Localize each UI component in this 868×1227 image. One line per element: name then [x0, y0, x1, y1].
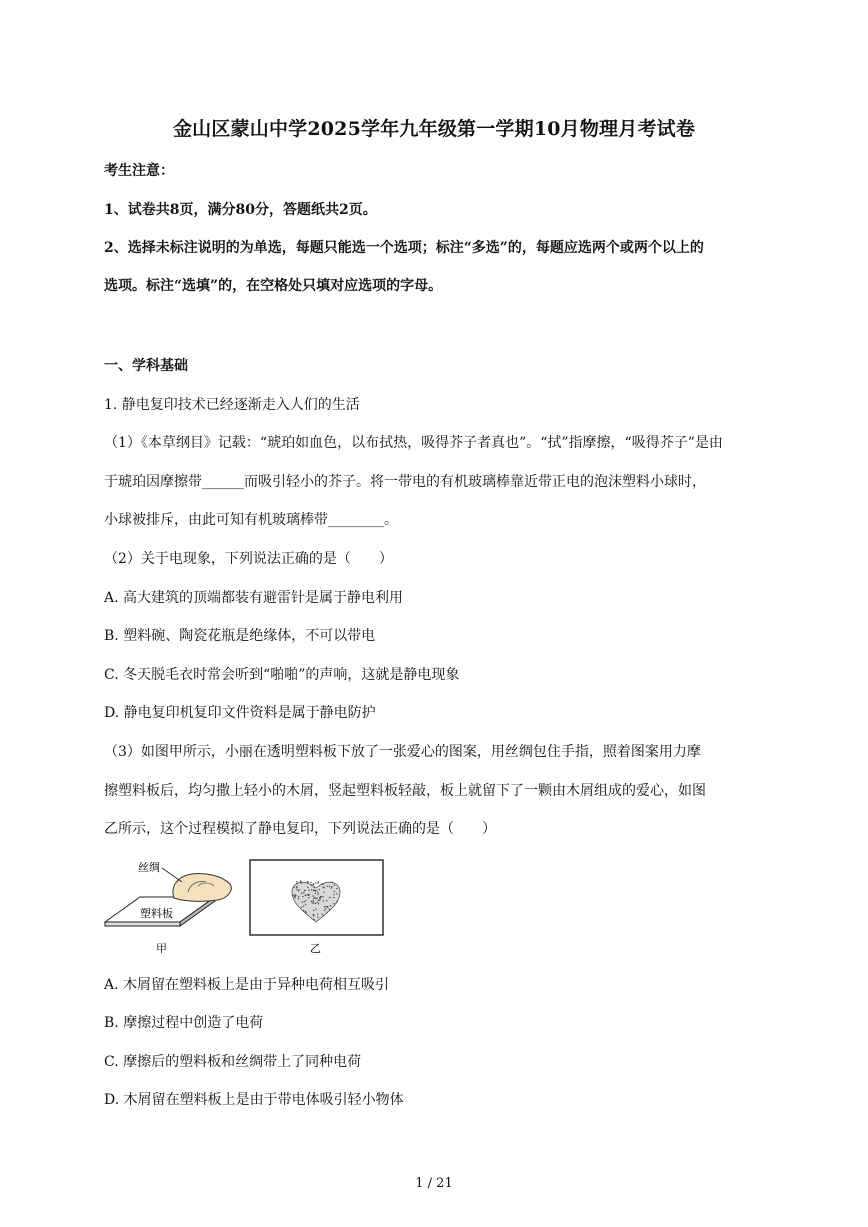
question-1-part-3-line-2: 擦塑料板后，均匀撒上轻小的木屑，竖起塑料板轻敲，板上就留下了一颗由木屑组成的爱心，如图: [104, 783, 706, 799]
wood-shaving-dot: [304, 890, 305, 891]
notice-heading: 考生注意：: [104, 163, 174, 179]
notice-item-1: 1、试卷共8页，满分80分，答题纸共2页。: [104, 202, 377, 218]
wood-shaving-dot: [326, 900, 327, 901]
section-heading: 一、学科基础: [104, 358, 188, 374]
question-1-part-1-line-1: （1）《本草纲目》记载：“琥珀如血色，以布拭热，吸得芥子者真也”。“拭”指摩擦，“吸得芥子”是由: [104, 435, 723, 451]
wood-shaving-dot: [308, 890, 309, 891]
question-1-stem: 1. 静电复印技术已经逐渐走入人们的生活: [104, 397, 360, 413]
wood-shaving-dot: [303, 892, 304, 893]
wood-shaving-dot: [313, 910, 314, 911]
wood-shaving-dot: [333, 903, 334, 904]
notice-item-2-line-2: 选项。标注“选填”的，在空格处只填对应选项的字母。: [104, 278, 443, 294]
wood-shaving-dot: [296, 883, 297, 884]
option-2b: B. 塑料碗、陶瓷花瓶是绝缘体，不可以带电: [104, 628, 376, 644]
wood-shaving-dot: [329, 897, 330, 898]
wood-shaving-dot: [303, 910, 304, 911]
board-label: 塑料板: [140, 907, 173, 920]
wood-shaving-dot: [323, 883, 324, 884]
wood-shaving-dot: [299, 889, 300, 890]
wood-shaving-dot: [334, 885, 335, 886]
wood-shaving-dot: [302, 896, 303, 897]
option-3a: A. 木屑留在塑料板上是由于异种电荷相互吸引: [104, 977, 390, 993]
wood-shaving-dot: [294, 896, 295, 897]
wood-shaving-dot: [317, 901, 318, 902]
wood-shaving-dot: [293, 895, 294, 896]
wood-shaving-dot: [313, 890, 314, 891]
page-number: 1 / 21: [415, 1176, 453, 1191]
wood-shaving-dot: [315, 908, 316, 909]
wood-shaving-dot: [323, 900, 324, 901]
wood-shaving-dot: [315, 882, 316, 883]
wood-shaving-dot: [331, 887, 332, 888]
wood-shaving-dot: [329, 909, 330, 910]
wood-shaving-dot: [323, 892, 324, 893]
wood-shaving-dot: [314, 887, 315, 888]
wood-shaving-dot: [327, 912, 328, 913]
figure-yi: [250, 860, 383, 955]
wood-shaving-dot: [300, 880, 301, 881]
wood-shaving-dot: [336, 893, 337, 894]
wood-shaving-dot: [331, 882, 332, 883]
question-1-part-2-stem: （2）关于电现象，下列说法正确的是（ ）: [104, 551, 393, 567]
wood-shaving-dot: [320, 896, 321, 897]
wood-shaving-dot: [315, 903, 316, 904]
wood-shaving-dot: [330, 905, 331, 906]
wood-shaving-dot: [308, 897, 309, 898]
question-1-part-3-line-1: （3）如图甲所示，小丽在透明塑料板下放了一张爱心的图案，用丝绸包住手指，照着图案用力摩: [104, 744, 701, 760]
wood-shaving-dot: [323, 887, 324, 888]
wood-shaving-dot: [303, 905, 304, 906]
wood-shaving-dot: [333, 894, 334, 895]
silk-label: 丝绸: [138, 861, 160, 874]
wood-shaving-dot: [298, 896, 299, 897]
wood-shaving-dot: [329, 886, 330, 887]
wood-shaving-dot: [307, 887, 308, 888]
wood-shaving-dot: [323, 915, 324, 916]
wood-shaving-dot: [315, 893, 316, 894]
wood-shaving-dot: [324, 906, 325, 907]
wood-shaving-dot: [317, 882, 318, 883]
wood-shaving-dot: [311, 885, 312, 886]
wood-shaving-dot: [331, 886, 332, 887]
wood-shaving-dot: [314, 897, 315, 898]
silk-pointer-line: [162, 868, 182, 882]
wood-shaving-dot: [305, 911, 306, 912]
question-1-part-1-line-2: 于琥珀因摩擦带______而吸引轻小的芥子。将一带电的有机玻璃棒靠近带正电的泡沫塑料小球时，: [104, 474, 706, 490]
wood-shaving-dot: [318, 900, 319, 901]
wood-shaving-dot: [336, 888, 337, 889]
caption-yi: 乙: [310, 942, 321, 955]
wood-shaving-dot: [313, 902, 314, 903]
wood-shaving-dot: [313, 895, 314, 896]
wood-shaving-dot: [293, 887, 294, 888]
wood-shaving-dot: [318, 894, 319, 895]
wood-shaving-dot: [308, 881, 309, 882]
wood-shaving-dot: [302, 901, 303, 902]
wood-shaving-dot: [312, 902, 313, 903]
wood-shaving-dot: [319, 899, 320, 900]
wood-shaving-dot: [311, 889, 312, 890]
option-3b: B. 摩擦过程中创造了电荷: [104, 1015, 264, 1031]
caption-jia: 甲: [156, 942, 167, 955]
wood-shaving-dot: [305, 900, 306, 901]
wood-shaving-dot: [313, 919, 314, 920]
wood-shaving-dot: [322, 896, 323, 897]
wood-shaving-dot: [301, 907, 302, 908]
wood-shaving-dot: [310, 882, 311, 883]
wood-shaving-dot: [315, 898, 316, 899]
wood-shaving-dot: [298, 898, 299, 899]
wood-shaving-dot: [334, 891, 335, 892]
exam-title: 金山区蒙山中学2025学年九年级第一学期10月物理月考试卷: [172, 118, 696, 140]
wood-shaving-dot: [336, 901, 337, 902]
figure-jia: [105, 861, 231, 955]
wood-shaving-dot: [325, 908, 326, 909]
wood-shaving-dot: [300, 882, 301, 883]
wood-shaving-dot: [301, 893, 302, 894]
silk-wrapped-hand: [173, 873, 231, 901]
wood-shaving-dot: [319, 889, 320, 890]
wood-shaving-dot: [315, 890, 316, 891]
wood-shaving-dot: [318, 903, 319, 904]
option-2a: A. 高大建筑的顶端都装有避雷针是属于静电利用: [104, 590, 404, 606]
wood-shaving-dot: [327, 886, 328, 887]
option-2c: C. 冬天脱毛衣时常会听到“啪啪”的声响，这就是静电现象: [104, 667, 460, 683]
wood-shaving-dot: [308, 894, 309, 895]
wood-shaving-dot: [317, 917, 318, 918]
wood-shaving-dot: [295, 894, 296, 895]
wood-shaving-dot: [313, 898, 314, 899]
wood-shaving-dot: [313, 884, 314, 885]
wood-shaving-dot: [311, 901, 312, 902]
static-copy-figure: [100, 852, 400, 962]
plastic-board-edge-front: [105, 922, 180, 926]
wood-shaving-dot: [313, 915, 314, 916]
wood-shaving-dot: [322, 914, 323, 915]
wood-shaving-dot: [333, 897, 334, 898]
question-1-part-1-line-3: 小球被排斥，由此可知有机玻璃棒带________。: [104, 512, 398, 528]
wood-shaving-dot: [296, 886, 297, 887]
wood-shaving-dot: [313, 900, 314, 901]
wood-shaving-dot: [325, 906, 326, 907]
option-2d: D. 静电复印机复印文件资料是属于静电防护: [104, 705, 376, 721]
wood-shaving-dot: [321, 884, 322, 885]
wood-shaving-dot: [305, 904, 306, 905]
wood-shaving-dot: [324, 910, 325, 911]
option-3c: C. 摩擦后的塑料板和丝绸带上了同种电荷: [104, 1054, 362, 1070]
wood-shaving-dot: [296, 889, 297, 890]
wood-shaving-dot: [317, 897, 318, 898]
wood-shaving-dot: [304, 901, 305, 902]
wood-shaving-dot: [327, 906, 328, 907]
wood-shaving-dot: [296, 881, 297, 882]
wood-shaving-dot: [317, 892, 318, 893]
option-3d: D. 木屑留在塑料板上是由于带电体吸引轻小物体: [104, 1092, 404, 1108]
wood-shaving-dot: [305, 894, 306, 895]
notice-item-2-line-1: 2、选择未标注说明的为单选，每题只能选一个选项；标注“多选”的，每题应选两个或两个以上的: [104, 240, 704, 256]
wood-shaving-dot: [317, 914, 318, 915]
wood-shaving-dot: [319, 898, 320, 899]
question-1-part-3-line-3: 乙所示，这个过程模拟了静电复印，下列说法正确的是（ ）: [104, 821, 496, 837]
